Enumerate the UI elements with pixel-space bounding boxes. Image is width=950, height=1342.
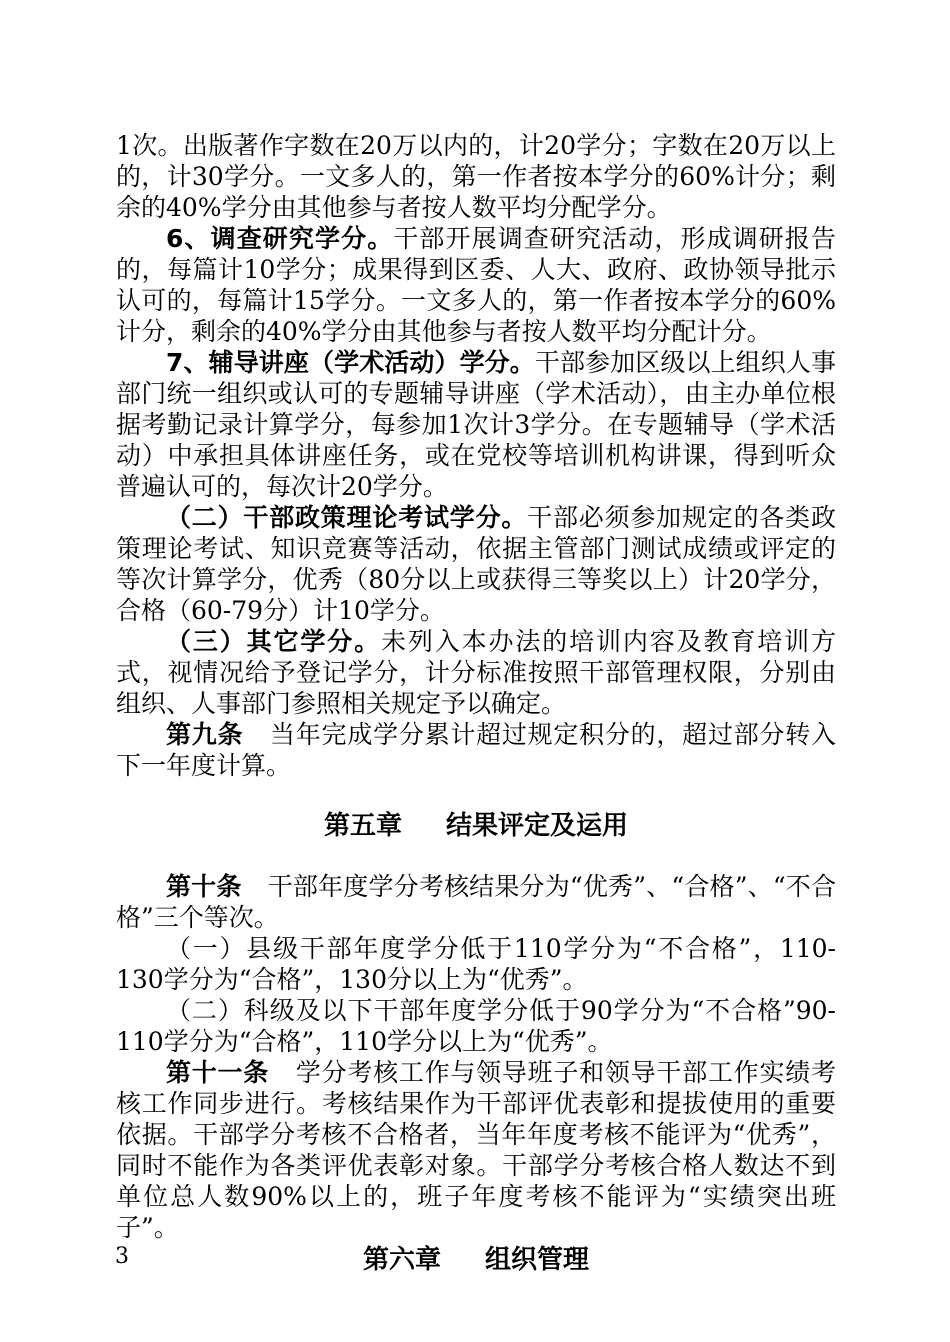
- article-10: [116, 871, 836, 933]
- paragraph-lead: 6、调查研究学分。: [166, 224, 394, 253]
- article-body: 学分考核工作与领导班子和领导干部工作实绩考核工作同步进行。考核结果作为干部评优表彰和提拔使用的重要依据。干部学分考核不合格者，当年年度考核不能评为“优秀”，同时不能作为各类评优表彰对象。干部学分考核合格人数达不到单位总人数90%以上的，班子年度考核不能评为“实绩突出班子”。: [116, 1058, 836, 1242]
- paragraph-publication-credits: 1次。出版著作字数在20万以内的，计20学分；字数在20万以上的，计30学分。一文多人的，第一作者按本学分的60%计分；剩余的40%学分由其他参与者按人数平均分配学分。: [116, 131, 836, 222]
- paragraph-body: 干部参加区级以上组织人事部门统一组织或认可的专题辅导讲座（学术活动），由主办单位根据考勤记录计算学分，每参加1次计3学分。在专题辅导（学术活动）中承担具体讲座任务，或在党校等培训机构讲课，得到听众普遍认可的，每次计20学分。: [116, 348, 836, 501]
- article-body: 干部年度学分考核结果分为“优秀”、“合格”、“不合格”三个等次。: [116, 872, 836, 932]
- paragraph-county-level-grading: （一）县级干部年度学分低于110学分为“不合格”，110-130学分为“合格”，130分以上为“优秀”。: [116, 934, 836, 994]
- chapter-number: 第五章: [323, 811, 402, 841]
- article-9: [116, 719, 836, 781]
- paragraph-exam-credits: [116, 502, 836, 626]
- page-number: 3: [115, 1244, 129, 1269]
- paragraph-lead: 7、辅导讲座（学术活动）学分。: [166, 348, 535, 377]
- paragraph-lead: （三）其它学分。: [166, 627, 381, 656]
- chapter-heading: [116, 809, 836, 843]
- paragraph-lead: （二）干部政策理论考试学分。: [166, 503, 528, 532]
- article-number: 第十一条: [166, 1058, 270, 1087]
- paragraph-lecture-credits: [116, 347, 836, 502]
- chapter-title: 结果评定及运用: [446, 811, 629, 841]
- paragraph-body: 未列入本办法的培训内容及教育培训方式，视情况给予登记学分，计分标准按照干部管理权限，分别由组织、人事部门参照相关规定予以确定。: [116, 627, 836, 718]
- paragraph-body: 干部开展调查研究活动，形成调研报告的，每篇计10学分；成果得到区委、人大、政府、政协领导批示认可的，每篇计15学分。一文多人的，第一作者按本学分的60%计分，剩余的40%学分由其他参与者按人数平均分配计分。: [116, 224, 836, 346]
- article-number: 第十条: [166, 872, 242, 901]
- document-body: [116, 130, 836, 1277]
- paragraph-section-level-grading: （二）科级及以下干部年度学分低于90学分为“不合格”90-110学分为“合格”，110学分以上为“优秀”。: [116, 996, 836, 1056]
- chapter-title: 组织管理: [485, 1245, 590, 1275]
- paragraph-other-credits: [116, 626, 836, 719]
- chapter-number: 第六章: [362, 1245, 441, 1275]
- article-11: [116, 1057, 836, 1243]
- paragraph-body: 干部必须参加规定的各类政策理论考试、知识竞赛等活动，依据主管部门测试成绩或评定的等次计算学分，优秀（80分以上或获得三等奖以上）计20学分，合格（60-79分）计10学分。: [116, 503, 836, 625]
- article-body: 当年完成学分累计超过规定积分的，超过部分转入下一年度计算。: [116, 720, 836, 780]
- chapter-heading: [116, 1243, 836, 1277]
- paragraph-research-credits: [116, 223, 836, 347]
- article-number: 第九条: [166, 720, 244, 749]
